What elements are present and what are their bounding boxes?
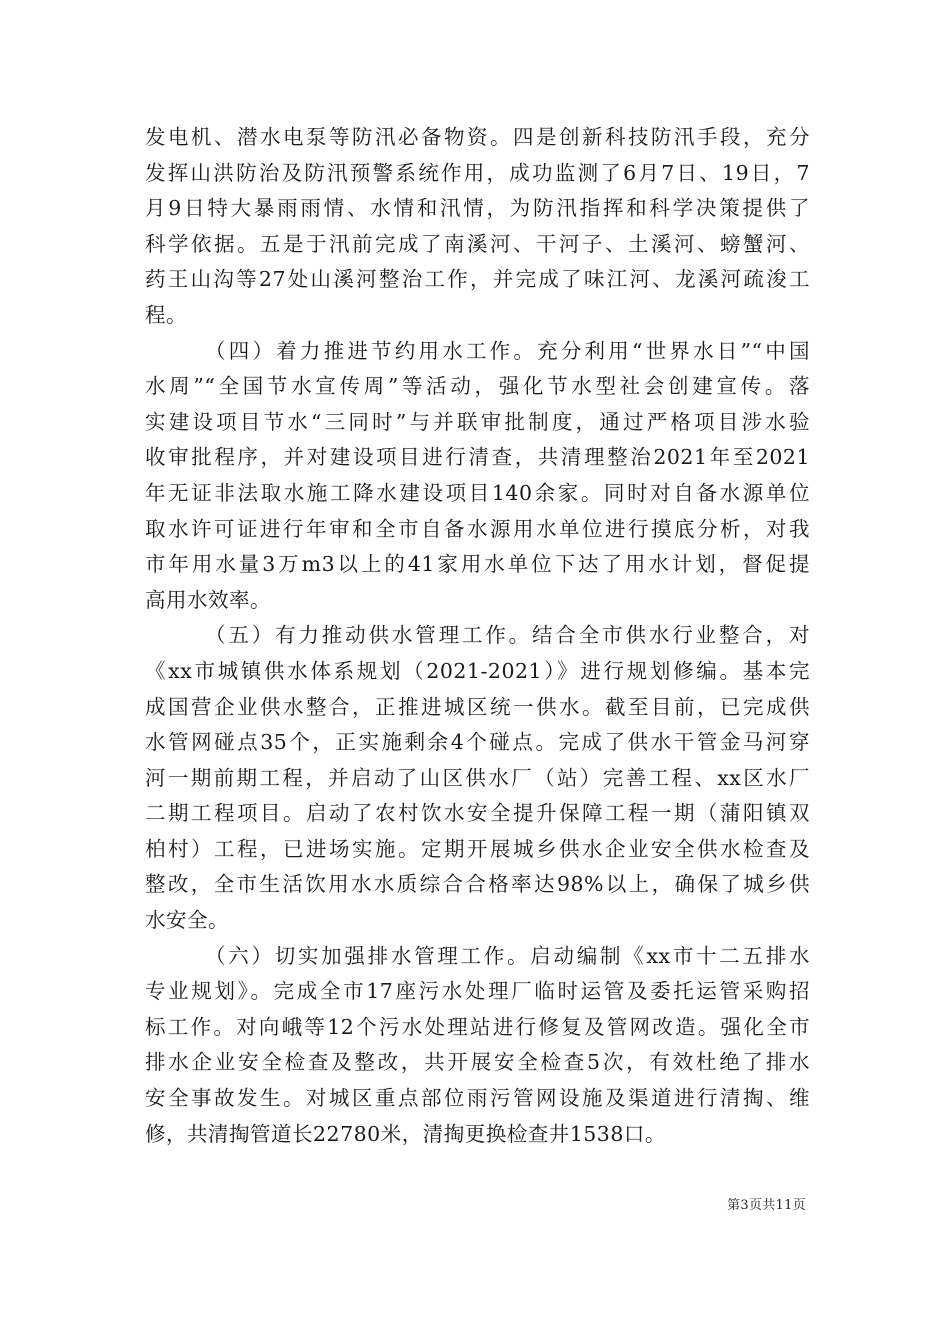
text-line: （四）着力推进节约用水工作。充分利用“世界水日”“中国 bbox=[205, 338, 810, 363]
text-line: 《xx市城镇供水体系规划（2021-2021）》进行规划修编。基本完 bbox=[145, 658, 810, 683]
page-number: 第3页共11页 bbox=[727, 1198, 806, 1213]
text-line: 水周”“全国节水宣传周”等活动，强化节水型社会创建宣传。落 bbox=[145, 374, 810, 399]
text-line: 标工作。对向峨等12个污水处理站进行修复及管网改造。强化全市 bbox=[145, 1014, 810, 1039]
text-line: 月9日特大暴雨雨情、水情和汛情，为防汛指挥和科学决策提供了 bbox=[145, 196, 810, 221]
text-line: 河一期前期工程，并启动了山区供水厂（站）完善工程、xx区水厂 bbox=[145, 765, 810, 790]
text-line: 科学依据。五是于汛前完成了南溪河、干河子、土溪河、螃蟹河、 bbox=[145, 231, 810, 256]
text-line: 高用水效率。 bbox=[145, 587, 271, 612]
text-line: 药王山沟等27处山溪河整治工作，并完成了味江河、龙溪河疏浚工 bbox=[145, 267, 810, 292]
text-line: 水管网碰点35个，正实施剩余4个碰点。完成了供水干管金马河穿 bbox=[145, 730, 810, 755]
paragraph-flood-control bbox=[145, 120, 810, 334]
text-line: 排水企业安全检查及整改，共开展安全检查5次，有效杜绝了排水 bbox=[145, 1050, 810, 1075]
text-line: 实建设项目节水“三同时”与并联审批制度，通过严格项目涉水验 bbox=[145, 409, 810, 434]
text-line: 成国营企业供水整合，正推进城区统一供水。截至目前，已完成供 bbox=[145, 694, 810, 719]
paragraph-drainage bbox=[145, 939, 810, 1153]
paragraph-water-saving bbox=[145, 334, 810, 619]
text-line: 市年用水量3万m3以上的41家用水单位下达了用水计划，督促提 bbox=[145, 552, 810, 577]
text-line: 发挥山洪防治及防汛预警系统作用，成功监测了6月7日、19日，7 bbox=[145, 160, 810, 185]
text-line: 年无证非法取水施工降水建设项目140余家。同时对自备水源单位 bbox=[145, 480, 810, 505]
text-line: （五）有力推动供水管理工作。结合全市供水行业整合，对 bbox=[205, 623, 810, 648]
text-line: 程。 bbox=[145, 302, 187, 327]
text-line: （六）切实加强排水管理工作。启动编制《xx市十二五排水 bbox=[205, 943, 810, 968]
document-body bbox=[145, 120, 810, 1152]
text-line: 柏村）工程，已进场实施。定期开展城乡供水企业安全供水检查及 bbox=[145, 836, 810, 861]
text-line: 整改，全市生活饮用水水质综合合格率达98%以上，确保了城乡供 bbox=[145, 872, 810, 897]
text-line: 修，共清掏管道长22780米，清掏更换检查井1538口。 bbox=[145, 1121, 666, 1146]
paragraph-water-supply bbox=[145, 618, 810, 938]
text-line: 专业规划》。完成全市17座污水处理厂临时运管及委托运管采购招 bbox=[145, 979, 810, 1004]
text-line: 取水许可证进行年审和全市自备水源用水单位进行摸底分析，对我 bbox=[145, 516, 810, 541]
text-line: 收审批程序，并对建设项目进行清查，共清理整治2021年至2021 bbox=[145, 445, 810, 470]
text-line: 发电机、潜水电泵等防汛必备物资。四是创新科技防汛手段，充分 bbox=[145, 125, 810, 149]
text-line: 安全事故发生。对城区重点部位雨污管网设施及渠道进行清掏、维 bbox=[145, 1086, 810, 1111]
text-line: 水安全。 bbox=[145, 908, 229, 933]
text-line: 二期工程项目。启动了农村饮水安全提升保障工程一期（蒲阳镇双 bbox=[145, 801, 810, 826]
